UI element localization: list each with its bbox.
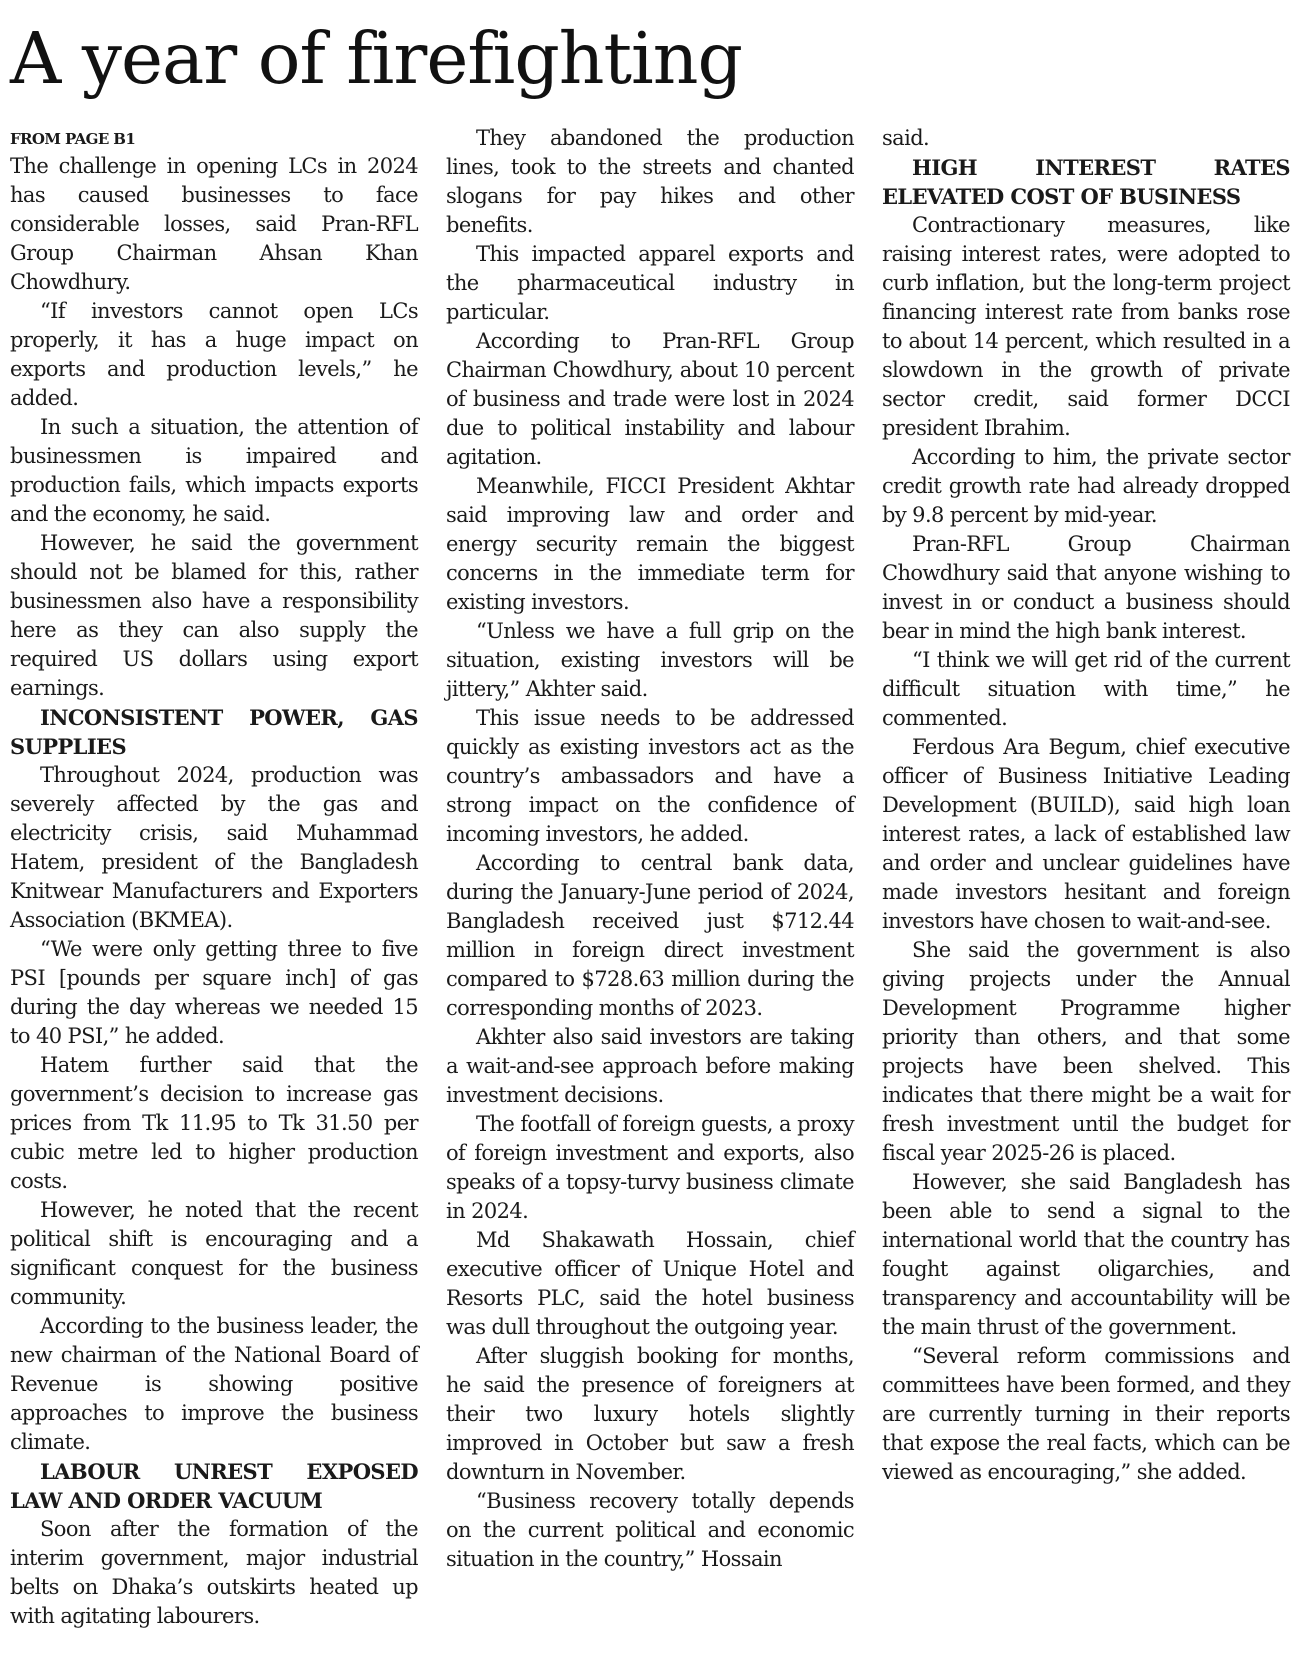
paragraph: Throughout 2024, production was severely affected by the gas and electricity crisis, said Muhammad Hatem, president of the Bangladesh Knitwear Manufacturers and Exporters Association (BKMEA). — [10, 763, 418, 932]
paragraph: According to the business leader, the new chairman of the National Board of Revenue is showing positive approaches to improve the business climate. — [10, 1314, 418, 1454]
article-column-2 — [446, 124, 854, 1574]
paragraph: However, she said Bangladesh has been able to send a signal to the international world that the country has fought against oligarchies, and transparency and accountability will be the main thrust of the government. — [882, 1170, 1290, 1339]
paragraph: According to him, the private sector credit growth rate had already dropped by 9.8 percent by mid-year. — [882, 445, 1290, 527]
paragraph: However, he noted that the recent political shift is encouraging and a significant conquest for the business community. — [10, 1198, 418, 1309]
paragraph: “If investors cannot open LCs properly, it has a huge impact on exports and production levels,” he added. — [10, 299, 418, 410]
paragraph: Ferdous Ara Begum, chief executive officer of Business Initiative Leading Development (BUILD), said high loan interest rates, a lack of established law and order and unclear guidelines have made investors hesitant and foreign investors have chosen to wait-and-see. — [882, 735, 1290, 933]
paragraph: She said the government is also giving projects under the Annual Development Programme higher priority than others, and that some projects have been shelved. This indicates that there might be a wait for fresh investment until the budget for fiscal year 2025-26 is placed. — [882, 938, 1290, 1165]
paragraph: “Business recovery totally depends on the current political and economic situation in the country,” Hossain — [446, 1489, 854, 1571]
paragraph: Contractionary measures, like raising interest rates, were adopted to curb inflation, but the long-term project financing interest rate from banks rose to about 14 percent, which resulted in a slowdown in the growth of private sector credit, said former DCCI president Ibrahim. — [882, 213, 1290, 440]
paragraph: In such a situation, the attention of businessmen is impaired and production fails, which impacts exports and the economy, he said. — [10, 415, 418, 526]
paragraph: Meanwhile, FICCI President Akhtar said improving law and order and energy security remain the biggest concerns in the immediate term for existing investors. — [446, 474, 854, 614]
paragraph: Soon after the formation of the interim government, major industrial belts on Dhaka’s outskirts heated up with agitating labourers. — [10, 1517, 418, 1628]
paragraph: “Several reform commissions and committees have been formed, and they are currently turning in their reports that expose the real facts, which can be viewed as encouraging,” she added. — [882, 1344, 1290, 1484]
paragraph: After sluggish booking for months, he said the presence of foreigners at their two luxury hotels slightly improved in October but saw a fresh downturn in November. — [446, 1344, 854, 1484]
paragraph: “Unless we have a full grip on the situation, existing investors will be jittery,” Akhter said. — [446, 619, 854, 701]
paragraph: “I think we will get rid of the current difficult situation with time,” he commented. — [882, 648, 1290, 730]
article-headline: A year of firefighting — [10, 17, 742, 100]
paragraph: Md Shakawath Hossain, chief executive officer of Unique Hotel and Resorts PLC, said the hotel business was dull throughout the outgoing year. — [446, 1228, 854, 1339]
subheading: HIGH INTEREST RATES ELEVATED COST OF BUSINESS — [882, 155, 1290, 209]
subheading: INCONSISTENT POWER, GAS SUPPLIES — [10, 705, 418, 759]
paragraph: Pran-RFL Group Chairman Chowdhury said that anyone wishing to invest in or conduct a business should bear in mind the high bank interest. — [882, 532, 1290, 643]
paragraph: said. — [882, 126, 930, 150]
paragraph: According to Pran-RFL Group Chairman Chowdhury, about 10 percent of business and trade were lost in 2024 due to political instability and labour agitation. — [446, 329, 854, 469]
continuation-kicker: FROM PAGE B1 — [10, 130, 136, 148]
paragraph: Hatem further said that the government’s decision to increase gas prices from Tk 11.95 to Tk 31.50 per cubic metre led to higher production costs. — [10, 1053, 418, 1193]
paragraph: The footfall of foreign guests, a proxy of foreign investment and exports, also speaks of a topsy-turvy business climate in 2024. — [446, 1112, 854, 1223]
paragraph: This issue needs to be addressed quickly as existing investors act as the country’s ambassadors and have a strong impact on the confidence of incoming investors, he added. — [446, 706, 854, 846]
paragraph: “We were only getting three to five PSI [pounds per square inch] of gas during the day whereas we needed 15 to 40 PSI,” he added. — [10, 937, 418, 1048]
paragraph: According to central bank data, during the January-June period of 2024, Bangladesh received just $712.44 million in foreign direct investment compared to $728.63 million during the corresponding months of 2023. — [446, 851, 854, 1020]
paragraph: The challenge in opening LCs in 2024 has caused businesses to face considerable losses, said Pran-RFL Group Chairman Ahsan Khan Chowdhury. — [10, 154, 418, 294]
paragraph: However, he said the government should not be blamed for this, rather businessmen also have a responsibility here as they can also supply the required US dollars using export earnings. — [10, 531, 418, 700]
paragraph: This impacted apparel exports and the pharmaceutical industry in particular. — [446, 242, 854, 324]
article-column-3 — [882, 124, 1290, 1487]
subheading: LABOUR UNREST EXPOSED LAW AND ORDER VACUUM — [10, 1459, 418, 1513]
paragraph: Akhter also said investors are taking a wait-and-see approach before making investment decisions. — [446, 1025, 854, 1107]
paragraph: They abandoned the production lines, took to the streets and chanted slogans for pay hikes and other benefits. — [446, 126, 854, 237]
article-column-1 — [10, 124, 418, 1631]
